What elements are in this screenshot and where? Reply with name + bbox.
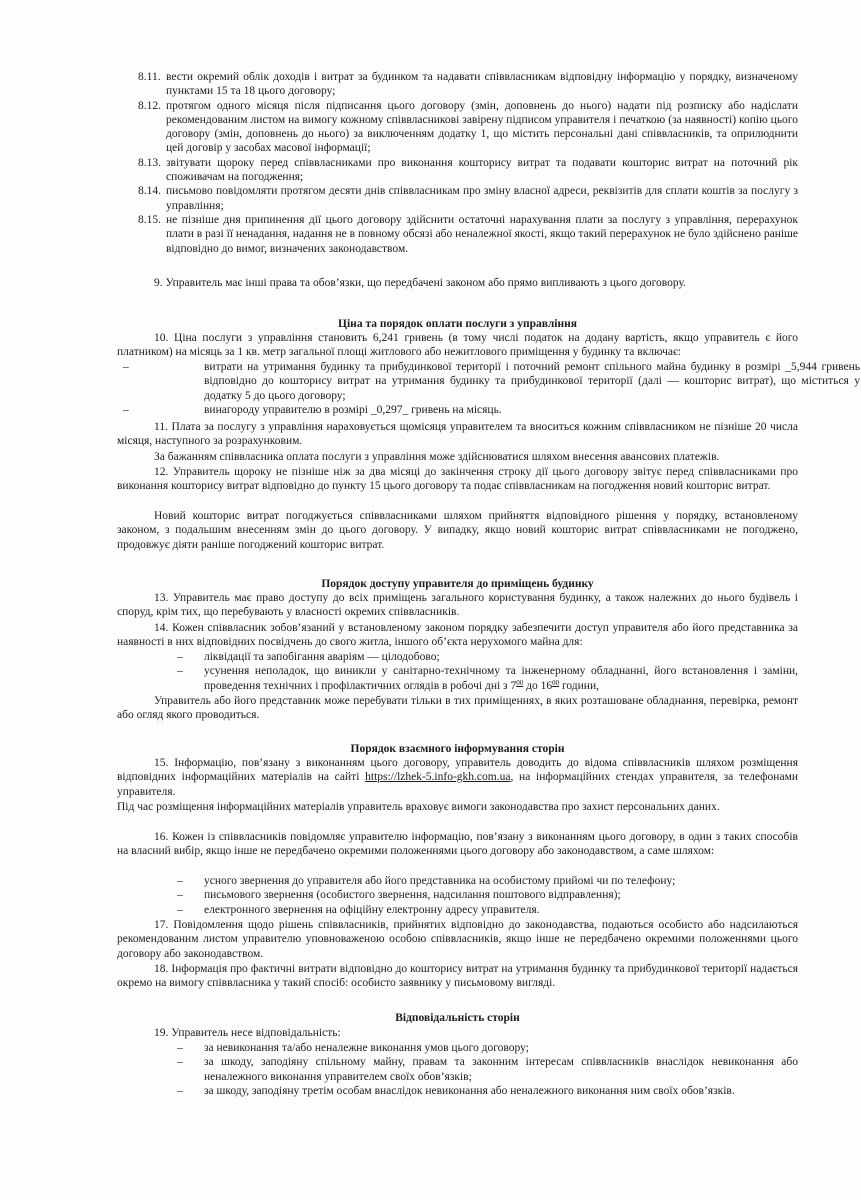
item-text: витрати на утримання будинку та прибудинкової території і поточний ремонт спільного майна будинку в розмірі _5,944 гривень відповідно до кошторису витрат на утримання будинку та прибудинкової території (далі — кошторис витрат), що міститься у додатку 5 до цього договору; xyxy=(204,361,860,402)
heading-price: Ціна та порядок оплати послуги з управління xyxy=(338,318,577,330)
list-item xyxy=(138,184,798,213)
time-sup: 00 xyxy=(552,678,560,687)
paragraph-19-list xyxy=(117,1041,798,1098)
item-text: за невиконання та/або неналежне виконання умов цього договору; xyxy=(204,1042,529,1054)
item-text: звітувати щороку перед співвласниками про виконання кошторису витрат та подавати кошторис витрат на поточний рік споживачам на погодження; xyxy=(166,156,798,184)
list-item xyxy=(138,99,798,156)
dash-marker: – xyxy=(177,903,183,916)
item-text: години, xyxy=(559,679,599,692)
paragraph-10-list xyxy=(117,360,860,417)
website-link[interactable]: https://lzhek-5.info-gkh.com.ua xyxy=(365,771,511,784)
item-text: вести окремий облік доходів і витрат за будинком та надавати співвласникам відповідну інформацію у порядку, визначеному пунктами 15 та 18 цього договору; xyxy=(166,71,798,98)
dash-marker: – xyxy=(177,889,183,902)
item-text: винагороду управителю в розмірі _0,297_ гривень на місяць. xyxy=(204,403,502,416)
dash-marker: – xyxy=(123,403,129,416)
dash-marker: – xyxy=(177,875,183,887)
paragraph-15-text: 15. Інформацію, пов’язану з виконанням цього договору, управитель доводить до відома співвласників шляхом розміщення відповідних інформаційних матеріалів на сайті xyxy=(117,757,798,784)
item-number: 8.12. xyxy=(138,99,161,112)
dash-marker: – xyxy=(177,651,183,663)
item-text: за шкоду, заподіяну третім особам внаслідок невиконання або неналежного виконання ним своїх обов’язків. xyxy=(204,1084,735,1097)
paragraph-12: 12. Управитель щороку не пізніше ніж за два місяці до закінчення строку дії цього договору звітує перед співвласниками про виконання кошторису витрат відповідно до пункту 15 цього договору та подає співвласникам на погодження новий кошторис витрат. xyxy=(117,466,798,493)
paragraph-14-b: Управитель або його представник може перебувати тільки в тих приміщеннях, в яких розташоване обладнання, перевірка, ремонт або огляд якого проводиться. xyxy=(117,695,798,722)
list-item xyxy=(117,650,798,664)
item-text: письмового звернення (особистого звернення, надсилання поштового відправлення); xyxy=(204,889,621,902)
paragraph-9: 9. Управитель має інші права та обов’язки, що передбачені законом або прямо випливають з цього договору. xyxy=(154,277,686,289)
item-text: не пізніше дня припинення дії цього договору здійснити остаточні нарахування плати за послугу з управління, перерахунок плати в разі її ненадання, надання не в повному обсязі або неналежної якості, якщо такий перерахунок не було здійснено раніше відповідно до вимог, визначених законодавством. xyxy=(166,213,798,255)
item-text: ліквідації та запобігання аваріям — цілодобово; xyxy=(204,651,440,663)
dash-marker: – xyxy=(123,361,129,373)
list-item xyxy=(138,70,798,99)
dash-marker: – xyxy=(177,665,183,678)
list-item xyxy=(117,874,798,888)
item-number: 8.15. xyxy=(138,213,161,226)
paragraph-17: 17. Повідомлення щодо рішень співвласників, прийнятих відповідно до законодавства, подаються особисто або надсилаються рекомендованим листом управителю уповноваженою особою співвласників, якщо інше не передбачено окремими положеннями цього договору або законодавством. xyxy=(117,919,798,960)
time-sup: 00 xyxy=(516,678,524,687)
paragraph-13: 13. Управитель має право доступу до всіх приміщень загального користування будинку, а також належних до нього будівель і споруд, крім тих, що перебувають у власності окремих співвласників. xyxy=(117,592,798,619)
item-text: усунення неполадок, що виникли у санітарно-технічному та інженерному обладнанні, його встановлення і заміни, проведення технічних і профілактичних оглядів в робочі дні з 7 xyxy=(204,665,798,692)
paragraph-15-text-b: , на інформаційних стендах управителя, за телефонами управителя. xyxy=(117,771,798,798)
list-item xyxy=(138,156,798,185)
section-8-list xyxy=(0,70,798,256)
paragraph-11-b: За бажанням співвласника оплата послуги з управління може здійснюватися шляхом внесення авансових платежів. xyxy=(154,451,720,463)
paragraph-15 xyxy=(117,756,798,799)
heading-access: Порядок доступу управителя до приміщень будинку xyxy=(321,578,594,590)
list-item xyxy=(117,664,798,693)
list-item xyxy=(63,360,860,403)
item-text: до 16 xyxy=(523,679,553,692)
paragraph-18: 18. Інформація про фактичні витрати відповідно до кошторису витрат на утримання будинку та прибудинкової території надається окремо на вимогу співвласника у такий спосіб: особисто заявнику у письмовому вигляді. xyxy=(117,963,798,990)
item-number: 8.14. xyxy=(138,185,161,198)
item-text: протягом одного місяця після підписання цього договору (змін, доповнень до нього) надати під розписку або надіслати рекомендованим листом на вимогу кожному співвласникові завірену підписом управителя і печаткою (за наявності) копію цього договору (змін, доповнень до нього) за виключенням додатку 1, що містить персональні дані співвласників, та оприлюднити цей договір у засобах масової інформації; xyxy=(166,99,798,155)
list-item xyxy=(117,903,798,917)
item-text: за шкоду, заподіяну спільному майну, правам та законним інтересам співвласників внаслідок невиконання або неналежного виконання управителем своїх обов’язків; xyxy=(204,1056,798,1083)
item-number: 8.11. xyxy=(138,71,161,83)
paragraph-19: 19. Управитель несе відповідальність: xyxy=(154,1027,341,1039)
paragraph-10: 10. Ціна послуги з управління становить 6,241 гривень (в тому числі податок на додану вартість, якщо управитель є його платником) на місяць за 1 кв. метр загальної площі житлового або нежитлового приміщення у будинку та включає: xyxy=(117,332,798,359)
item-text: електронного звернення на офіційну електронну адресу управителя. xyxy=(204,903,540,916)
list-item xyxy=(63,403,860,417)
list-item xyxy=(117,888,798,902)
paragraph-12-b: Новий кошторис витрат погоджується співвласниками шляхом прийняття відповідного рішення у порядку, встановленому законом, з подальшим внесенням змін до цього договору. У випадку, якщо новий кошторис витрат співвласниками не погоджено, продовжує діяти раніше погоджений кошторис витрат. xyxy=(117,510,798,551)
item-number: 8.13. xyxy=(138,156,161,169)
paragraph-11: 11. Плата за послугу з управління нараховується щомісяця управителем та вноситься кожним співвласником не пізніше 20 числа місяця, наступного за розрахунковим. xyxy=(117,421,798,448)
paragraph-14: 14. Кожен співвласник зобов’язаний у встановленому законом порядку забезпечити доступ управителя або його представника за наявності в них відповідних посвідчень до свого житла, іншого об’єкта нерухомого майна для: xyxy=(117,622,798,649)
dash-marker: – xyxy=(177,1056,183,1069)
paragraph-14-list xyxy=(117,650,798,693)
heading-responsibility: Відповідальність сторін xyxy=(395,1012,520,1024)
heading-info: Порядок взаємного інформування сторін xyxy=(350,743,565,755)
item-text: письмово повідомляти протягом десяти днів співвласникам про зміну власної адреси, реквізитів для сплати коштів за послугу з управління; xyxy=(166,185,798,212)
list-item xyxy=(117,1041,798,1055)
item-text: усного звернення до управителя або його представника на особистому прийомі чи по телефону; xyxy=(204,875,676,887)
list-item xyxy=(117,1055,798,1084)
paragraph-16-list xyxy=(117,874,798,917)
paragraph-16: 16. Кожен із співвласників повідомляє управителю інформацію, пов’язану з виконанням цього договору, в один з таких способів на власний вибір, якщо інше не передбачено окремими положеннями цього договору або законодавством, а саме шляхом: xyxy=(117,831,798,858)
paragraph-15-c: Під час розміщення інформаційних матеріалів управитель враховує вимоги законодавства про захист персональних даних. xyxy=(117,801,720,813)
dash-marker: – xyxy=(177,1042,183,1054)
list-item xyxy=(138,213,798,256)
dash-marker: – xyxy=(177,1084,183,1097)
list-item xyxy=(117,1084,798,1098)
